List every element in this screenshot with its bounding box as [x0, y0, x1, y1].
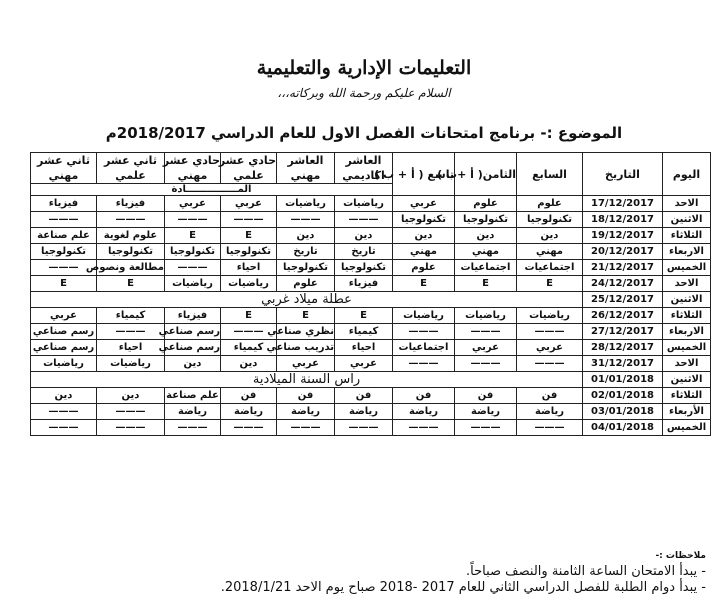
day-cell: الخميس: [663, 340, 711, 356]
subject-cell: E: [97, 276, 165, 292]
holiday-cell: راس السنة الميلادية: [31, 372, 583, 388]
subject-cell: كيمياء: [97, 308, 165, 324]
document-title: التعليمات الإدارية والتعليمية: [256, 57, 472, 79]
subject-cell: E: [221, 228, 277, 244]
date-cell: 25/12/2017: [583, 292, 663, 308]
table-row: [31, 244, 711, 260]
subject-cell: عربي: [455, 340, 517, 356]
date-cell: 21/12/2017: [583, 260, 663, 276]
subject-cell: E: [31, 276, 97, 292]
subject-cell: رياضيات: [455, 308, 517, 324]
subject-cell: تكنولوجيا: [221, 244, 277, 260]
subject-cell: دين: [393, 228, 455, 244]
day-cell: الثلاثاء: [663, 228, 711, 244]
table-row: [31, 324, 711, 340]
subject-cell: E: [335, 308, 393, 324]
subject-cell: ———: [31, 404, 97, 420]
subject-cell: E: [277, 308, 335, 324]
date-cell: 04/01/2018: [583, 420, 663, 436]
day-cell: الثلاثاء: [663, 308, 711, 324]
subject-cell: تكنولوجيا: [455, 212, 517, 228]
subject-cell: دين: [455, 228, 517, 244]
subject-cell: ———: [31, 420, 97, 436]
subject-cell: ———: [97, 324, 165, 340]
subject-cell: عربي: [335, 356, 393, 372]
subject-cell: فيزياء: [165, 308, 221, 324]
table-row: [31, 196, 711, 212]
date-cell: 01/01/2018: [583, 372, 663, 388]
subject-cell: علوم لغوية: [97, 228, 165, 244]
day-cell: الاربعاء: [663, 244, 711, 260]
date-cell: 27/12/2017: [583, 324, 663, 340]
subject-cell: رياضة: [221, 404, 277, 420]
day-cell: الثلاثاء: [663, 388, 711, 404]
subject-cell: دين: [517, 228, 583, 244]
subject-cell: علم صناعة: [31, 228, 97, 244]
date-cell: 26/12/2017: [583, 308, 663, 324]
day-cell: الاربعاء: [663, 324, 711, 340]
subject-cell: تكنولوجيا: [393, 212, 455, 228]
day-cell: الاثنين: [663, 292, 711, 308]
table-row: [31, 356, 711, 372]
subject-cell: تكنولوجيا: [517, 212, 583, 228]
subject-cell: رياضيات: [517, 308, 583, 324]
subject-cell: عربي: [221, 196, 277, 212]
subject-cell: E: [221, 308, 277, 324]
subject-cell: كيمياء: [221, 340, 277, 356]
subject-cell: علوم: [517, 196, 583, 212]
subject-cell: ———: [221, 324, 277, 340]
table-row: [31, 212, 711, 228]
subject-cell: ———: [517, 324, 583, 340]
day-cell: الاثنين: [663, 212, 711, 228]
subject-header: المـــــــــــــــادة: [31, 184, 393, 196]
notes-section: [16, 548, 706, 596]
subject-cell: رياضيات: [335, 196, 393, 212]
subject-cell: فن: [455, 388, 517, 404]
table-row: [31, 308, 711, 324]
subject-cell: ———: [393, 324, 455, 340]
subject-cell: فن: [335, 388, 393, 404]
subject-cell: اجتماعيات: [455, 260, 517, 276]
subject-cell: ———: [277, 420, 335, 436]
header-date: التاريخ: [583, 153, 663, 196]
subject-cell: عربي: [277, 356, 335, 372]
subject-cell: ———: [221, 212, 277, 228]
day-cell: الخميس: [663, 260, 711, 276]
subject-cell: دين: [97, 388, 165, 404]
subject-cell: E: [393, 276, 455, 292]
subject-cell: احياء: [335, 340, 393, 356]
subject-cell: ———: [335, 212, 393, 228]
subject-cell: اجتماعيات: [393, 340, 455, 356]
subject-cell: رياضيات: [165, 276, 221, 292]
subject-cell: ———: [97, 404, 165, 420]
subject-cell: دين: [277, 228, 335, 244]
greeting: السلام عليكم ورحمة الله وبركاته،،،: [277, 86, 451, 100]
table-row: [31, 260, 711, 276]
subject-cell: فن: [277, 388, 335, 404]
subject-cell: فيزياء: [31, 196, 97, 212]
date-cell: 28/12/2017: [583, 340, 663, 356]
header-grade12-scientific: ثاني عشر علمي: [97, 153, 165, 184]
header-grade12-vocational: ثاني عشر مهني: [31, 153, 97, 184]
subject-cell: مهني: [393, 244, 455, 260]
subject-cell: رسم صناعي: [165, 340, 221, 356]
subject-cell: فن: [221, 388, 277, 404]
subject-cell: عربي: [31, 308, 97, 324]
table-row: [31, 292, 711, 308]
subject-cell: فيزياء: [97, 196, 165, 212]
day-cell: الاحد: [663, 356, 711, 372]
subject-cell: مهني: [455, 244, 517, 260]
subject-cell: ———: [517, 356, 583, 372]
subject-cell: رياضيات: [277, 196, 335, 212]
subject-cell: تكنولوجيا: [335, 260, 393, 276]
subject-cell: رياضة: [517, 404, 583, 420]
header-grade11-vocational: حادي عشر مهني: [162, 154, 220, 182]
date-cell: 03/01/2018: [583, 404, 663, 420]
subject-cell: رياضيات: [393, 308, 455, 324]
day-cell: الاثنين: [663, 372, 711, 388]
subject-cell: رياضة: [335, 404, 393, 420]
subject-cell: رياضيات: [221, 276, 277, 292]
note-line-2: - يبدأ دوام الطلبة للفصل الدراسي الثاني للعام 2017 -2018 صباح يوم الاحد 2018/1/21.: [220, 580, 706, 595]
subject-cell: تدريب صناعي: [277, 340, 335, 356]
holiday-cell: عطلة ميلاد غربي: [31, 292, 583, 308]
subject-cell: تكنولوجيا: [97, 244, 165, 260]
subject-cell: علوم: [393, 260, 455, 276]
date-cell: 19/12/2017: [583, 228, 663, 244]
table-row: [31, 340, 711, 356]
subject-cell: تكنولوجيا: [277, 260, 335, 276]
subject-cell: ———: [455, 356, 517, 372]
subject-cell: رياضة: [455, 404, 517, 420]
subject-cell: مهني: [517, 244, 583, 260]
subject-cell: علوم: [277, 276, 335, 292]
date-cell: 24/12/2017: [583, 276, 663, 292]
date-cell: 31/12/2017: [583, 356, 663, 372]
subject-cell: دين: [31, 388, 97, 404]
subject-cell: رسم صناعي: [165, 324, 221, 340]
subject-cell: ———: [335, 420, 393, 436]
subject-cell: رياضيات: [97, 356, 165, 372]
subject-cell: مطالعة ونصوص: [97, 260, 165, 276]
subject-cell: احياء: [221, 260, 277, 276]
subject-cell: ———: [97, 212, 165, 228]
header-grade10-vocational: العاشر مهني: [277, 153, 335, 184]
subject-cell: عربي: [165, 196, 221, 212]
subject-cell: دين: [165, 356, 221, 372]
header-grade7: السابع: [517, 153, 583, 196]
subject-cell: تكنولوجيا: [31, 244, 97, 260]
subject-cell: تاريخ: [277, 244, 335, 260]
header-grade8: الثامن( أ +ب ): [455, 153, 517, 196]
subject-cell: تكنولوجيا: [165, 244, 221, 260]
subject-cell: ———: [31, 260, 97, 276]
notes-label: ملاحظات :-: [655, 551, 706, 561]
subject-cell: علم صناعة: [165, 388, 221, 404]
subject-cell: ———: [31, 212, 97, 228]
subject-cell: عربي: [393, 196, 455, 212]
day-cell: الاحد: [663, 276, 711, 292]
date-cell: 18/12/2017: [583, 212, 663, 228]
day-cell: الخميس: [663, 420, 711, 436]
table-row: [31, 228, 711, 244]
subject-cell: دين: [221, 356, 277, 372]
date-cell: 20/12/2017: [583, 244, 663, 260]
subject-cell: E: [165, 228, 221, 244]
subject-cell: رياضة: [277, 404, 335, 420]
table-row: [31, 388, 711, 404]
table-row: [31, 276, 711, 292]
subject-cell: ———: [97, 420, 165, 436]
exam-schedule-table: [30, 152, 711, 436]
subject-cell: رياضة: [393, 404, 455, 420]
subject-cell: رسم صناعي: [31, 324, 97, 340]
subject-cell: احياء: [97, 340, 165, 356]
subject-cell: ———: [165, 212, 221, 228]
subject-cell: E: [517, 276, 583, 292]
subject-cell: ———: [165, 260, 221, 276]
table-row: [31, 420, 711, 436]
note-line-1: - يبدأ الامتحان الساعة الثامنة والنصف صباحاً.: [466, 564, 706, 579]
subject-cell: ———: [455, 420, 517, 436]
table-row: [31, 404, 711, 420]
subject-cell: ———: [165, 420, 221, 436]
header-grade9: تاسع ( أ + ب ): [393, 153, 455, 196]
subject-cell: ———: [517, 420, 583, 436]
day-cell: الاحد: [663, 196, 711, 212]
subject-cell: فيزياء: [335, 276, 393, 292]
subject-cell: فن: [393, 388, 455, 404]
day-cell: الأربعاء: [663, 404, 711, 420]
subject-cell: دين: [335, 228, 393, 244]
subject-cell: ———: [455, 324, 517, 340]
subject-cell: ———: [393, 420, 455, 436]
subject-cell: ———: [277, 212, 335, 228]
subject-cell: تاريخ: [335, 244, 393, 260]
subject-cell: نظري صناعي: [277, 324, 335, 340]
subject-cell: كيمياء: [335, 324, 393, 340]
subject-cell: رياضيات: [31, 356, 97, 372]
subject-cell: رياضة: [165, 404, 221, 420]
subject-cell: ———: [393, 356, 455, 372]
header-grade11-scientific: حادي عشر علمي: [218, 154, 276, 182]
table-row: [31, 372, 711, 388]
date-cell: 02/01/2018: [583, 388, 663, 404]
subject-cell: عربي: [517, 340, 583, 356]
subject-cell: ———: [221, 420, 277, 436]
subject-line: الموضوع :- برنامج امتحانات الفصل الاول للعام الدراسي 2018/2017م: [105, 124, 623, 142]
subject-cell: علوم: [455, 196, 517, 212]
header-day: اليوم: [663, 153, 711, 196]
date-cell: 17/12/2017: [583, 196, 663, 212]
header-grade10-academic: العاشر اكاديمي: [335, 153, 393, 184]
subject-cell: فن: [517, 388, 583, 404]
subject-cell: اجتماعيات: [517, 260, 583, 276]
subject-cell: رسم صناعي: [31, 340, 97, 356]
subject-cell: E: [455, 276, 517, 292]
